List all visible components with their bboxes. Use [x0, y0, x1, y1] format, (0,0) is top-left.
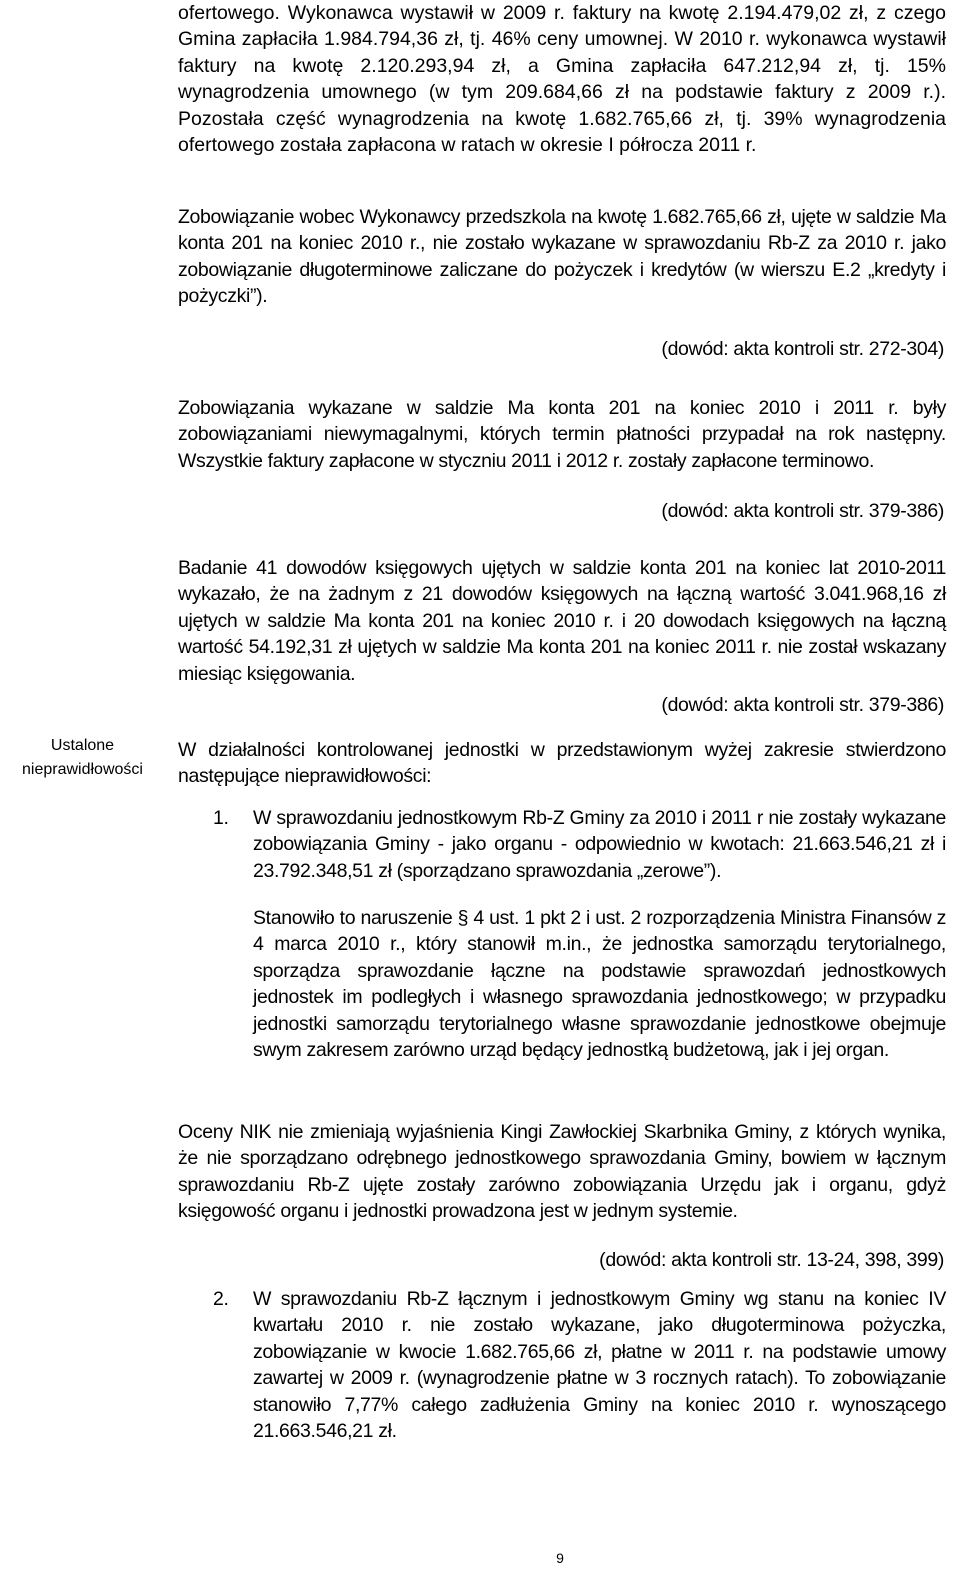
- paragraph-accounting-evidence-study: Badanie 41 dowodów księgowych ujętych w saldzie konta 201 na koniec lat 2010-2011 wykazało, że na żadnym z 21 dowodów księgowych na łączną wartość 3.041.968,16 zł ujętych w saldzie Ma konta 201 na koniec 2010 r. i 20 dowodach księgowych na łączną wartość 54.192,31 zł ujętych w saldzie Ma konta 201 na koniec 2011 r. nie został wskazany miesiąc księgowania.: [178, 557, 946, 685]
- paragraph-obligation-not-reported: Zobowiązanie wobec Wykonawcy przedszkola na kwotę 1.682.765,66 zł, ujęte w saldzie Ma konta 201 na koniec 2010 r., nie zostało wykazane w sprawozdaniu Rb-Z za 2010 r. jako zobowiązanie długoterminowe zaliczane do pożyczek i kredytów (w wierszu E.2 „kredyty i pożyczki”).: [178, 206, 946, 308]
- evidence-reference: (dowód: akta kontroli str. 379-386): [661, 694, 944, 716]
- evidence-reference: (dowód: akta kontroli str. 379-386): [661, 500, 944, 522]
- legal-violation-text: Stanowiło to naruszenie § 4 ust. 1 pkt 2 i ust. 2 rozporządzenia Ministra Finansów z 4 marca 2010 r., który stanowił m.in., że jednostka samorządu terytorialnego, sporządza sprawozdanie łączne na podstawie sprawozdań jednostkowych jednostek im podległych i własnego sprawozdania jednostkowego; w przypadku jednostki samorządu terytorialnego własne sprawozdanie jednostkowe obejmuje swym zakresem zarówno urząd będący jednostką budżetową, jak i jej organ.: [253, 907, 946, 1062]
- page-number-text: 9: [556, 1550, 564, 1566]
- evidence-reference: (dowód: akta kontroli str. 13-24, 398, 399): [599, 1249, 944, 1271]
- list-item-text: W sprawozdaniu Rb-Z łącznym i jednostkowym Gminy wg stanu na koniec IV kwartału 2010 r. nie zostało wykazane, jako długoterminowa pożyczka, zobowiązanie w kwocie 1.682.765,66 zł, płatne w 2011 r. na podstawie umowy zawartej w 2009 r. (wynagrodzenie płatne w 3 rocznych ratach). To zobowiązanie stanowiło 7,77% całego zadłużenia Gminy na koniec 2010 r. wynoszącego 21.663.546,21 zł.: [253, 1288, 946, 1443]
- paragraph-contract-payments: ofertowego. Wykonawca wystawił w 2009 r. faktury na kwotę 2.194.479,02 zł, z czego Gmina zapłaciła 1.984.794,36 zł, tj. 46% ceny umownej. W 2010 r. wykonawca wystawił faktury na kwotę 2.120.293,94 zł, a Gmina zapłaciła 647.212,94 zł, tj. 15% wynagrodzenia umownego (w tym 209.684,66 zł na podstawie faktury z 2009 r.). Pozostała część wynagrodzenia na kwotę 1.682.765,66 zł, tj. 39% wynagrodzenia ofertowego została zapłacona w ratach w okresie I półrocza 2011 r.: [178, 2, 946, 157]
- list-item-continuation: [213, 905, 946, 1063]
- list-item-text: W sprawozdaniu jednostkowym Rb-Z Gminy za 2010 i 2011 r nie zostały wykazane zobowiązania Gminy - jako organu - odpowiednio w kwotach: 21.663.546,21 zł i 23.792.348,51 zł (sporządzano sprawozdania „zerowe”).: [253, 807, 946, 882]
- list-item-number: 2.: [213, 1288, 229, 1310]
- page-number: [0, 1550, 960, 1566]
- paragraph-nik-assessment: Oceny NIK nie zmieniają wyjaśnienia Kingi Zawłockiej Skarbnika Gminy, z których wynika, że nie sporządzano odrębnego jednostkowego sprawozdania Gminy, bowiem w łącznym sprawozdaniu Rb-Z ujęte zostały zarówno zobowiązania Urzędu jak i organu, gdyż księgowość organu i jednostki prowadzona jest w jednym systemie.: [178, 1121, 946, 1223]
- paragraph-obligations-2010-2011: Zobowiązania wykazane w saldzie Ma konta 201 na koniec 2010 i 2011 r. były zobowiązaniami niewymagalnymi, których termin płatności przypadał na rok następny. Wszystkie faktury zapłacone w styczniu 2011 i 2012 r. zostały zapłacone terminowo.: [178, 397, 946, 472]
- list-item: [213, 805, 946, 884]
- section-label: Ustalone nieprawidłowości: [22, 737, 143, 778]
- evidence-reference: (dowód: akta kontroli str. 272-304): [661, 338, 944, 360]
- list-item-number: 1.: [213, 807, 229, 829]
- paragraph-irregularities-intro: W działalności kontrolowanej jednostki w przedstawionym wyżej zakresie stwierdzono następujące nieprawidłowości:: [178, 739, 946, 788]
- list-item: [213, 1286, 946, 1444]
